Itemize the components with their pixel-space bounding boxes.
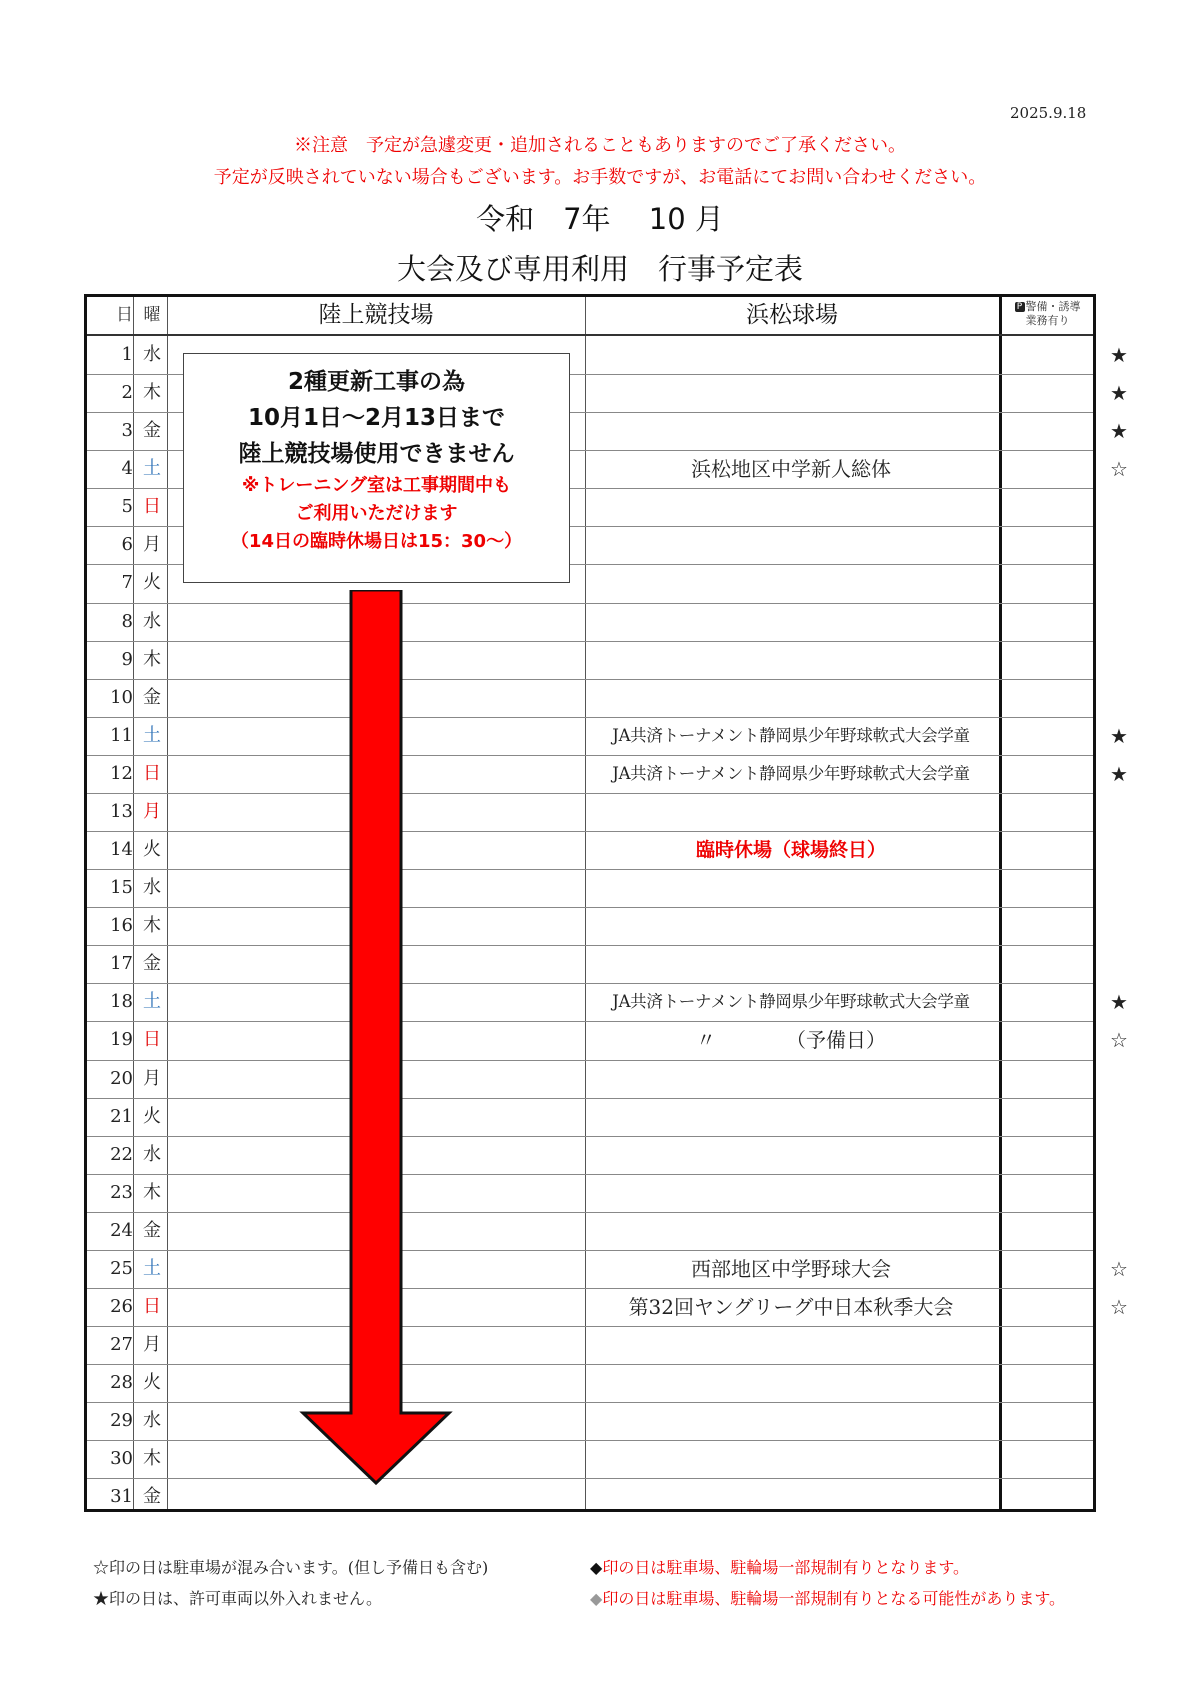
row-baseball-event [585,412,997,450]
row-baseball-event [585,1478,997,1516]
row-baseball-event: 浜松地区中学新人総体 [691,457,891,482]
row-parking-mark [1099,1174,1139,1212]
row-weekday: 木 [143,382,161,404]
row-weekday: 月 [143,1067,161,1089]
row-weekday: 月 [143,1334,161,1356]
row-day: 31 [110,1486,133,1508]
row-parking-mark [1099,945,1139,983]
schedule-row [87,831,1093,869]
closure-line-5: ご利用いただけます [295,503,458,524]
schedule-row [87,1440,1093,1478]
row-parking-mark [1099,526,1139,564]
row-baseball-event [585,1440,997,1478]
row-baseball-event [585,1136,997,1174]
row-baseball-event: 臨時休場（球場終日） [695,839,886,862]
row-day: 8 [121,610,133,632]
row-weekday: 火 [143,572,161,594]
row-baseball-event [585,869,997,907]
row-baseball-event [585,336,997,374]
header-police-line2: 業務有り [1025,314,1070,327]
schedule-row [87,1060,1093,1098]
schedule-row [87,1098,1093,1136]
schedule-row [87,1288,1128,1326]
row-weekday: 日 [143,496,161,518]
row-parking-mark: ☆ [1110,1028,1128,1053]
row-parking-mark [1099,641,1139,679]
closure-line-6: （14日の臨時休場日は15：30～） [230,531,523,552]
row-day: 14 [110,839,133,861]
row-parking-mark [1099,831,1139,869]
closure-notice-box [183,353,570,583]
row-weekday: 土 [143,724,161,746]
notice-line-1: ※注意 予定が急遽変更・追加されることもありますのでご了承ください。 [294,135,906,156]
closure-line-1: 2種更新工事の為 [287,369,465,395]
row-day: 4 [121,458,133,480]
row-weekday: 木 [143,648,161,670]
row-day: 10 [110,686,133,708]
row-parking-mark: ★ [1110,723,1128,748]
legend-diamond-black [590,1555,969,1578]
row-day: 16 [110,915,133,937]
schedule-row [87,869,1093,907]
row-weekday: 火 [143,1372,161,1394]
row-parking-mark [1099,907,1139,945]
row-weekday: 日 [143,1296,161,1317]
schedule-row [87,793,1093,831]
row-baseball-event: 第32回ヤングリーグ中日本秋季大会 [628,1295,954,1319]
schedule-row [87,1326,1093,1364]
row-baseball-event [585,1060,997,1098]
row-parking-mark [1099,603,1139,641]
legend-star-open: ☆印の日は駐車場が混み合います。(但し予備日も含む) [93,1558,489,1577]
row-baseball-event [585,1402,997,1440]
schedule-row [87,717,1128,755]
schedule-row [87,1212,1093,1250]
header-police-line1: 警備・誘導 [1025,300,1081,313]
row-day: 19 [110,1029,133,1051]
row-day: 22 [110,1143,133,1165]
row-baseball-event [585,1212,997,1250]
row-day: 7 [121,572,133,594]
row-weekday: 金 [143,686,161,708]
row-weekday: 水 [143,1143,161,1165]
parking-badge-icon: P [1015,302,1025,312]
row-day: 3 [121,420,133,442]
schedule-row [87,1021,1128,1059]
row-parking-mark: ★ [1110,761,1128,786]
row-parking-mark: ★ [1110,990,1128,1015]
row-weekday: 月 [143,800,161,822]
row-parking-mark [1099,1060,1139,1098]
row-day: 30 [110,1448,133,1470]
row-parking-mark: ★ [1110,381,1128,406]
title-month: 令和 7年 10 月 [476,202,724,236]
row-baseball-event [585,945,997,983]
row-day: 28 [110,1372,133,1394]
row-day: 15 [110,877,133,899]
gray-diamond-icon: ◆ [590,1589,603,1608]
schedule-row [87,1478,1093,1516]
schedule-row [87,945,1093,983]
row-baseball-event [585,679,997,717]
row-baseball-event: 西部地区中学野球大会 [691,1256,891,1281]
schedule-row [87,907,1093,945]
closure-line-4: ※トレーニング室は工事期間中も [241,475,512,496]
closure-line-2: 10月1日～2月13日まで [247,405,506,431]
row-day: 27 [110,1334,133,1356]
row-parking-mark [1099,488,1139,526]
row-baseball-event [585,488,997,526]
schedule-row [87,679,1093,717]
schedule-row [87,641,1093,679]
legend-diamond-gray-text: 印の日は駐車場、駐輪場一部規制有りとなる可能性があります。 [602,1589,1066,1608]
row-day: 20 [110,1067,133,1089]
row-day: 21 [110,1105,133,1127]
row-parking-mark [1099,1136,1139,1174]
row-parking-mark [1099,1364,1139,1402]
row-baseball-event [585,1364,997,1402]
row-baseball-event [585,1174,997,1212]
row-day: 12 [110,762,133,784]
row-weekday: 日 [143,1029,161,1051]
row-weekday: 水 [143,877,161,899]
row-baseball-event [585,793,997,831]
header-day: 日 [116,305,133,325]
title-schedule: 大会及び専用利用 行事予定表 [396,252,803,286]
row-day: 1 [121,344,133,365]
row-day: 5 [121,496,133,518]
row-weekday: 金 [143,1219,161,1241]
row-weekday: 木 [143,1181,161,1203]
row-baseball-event: JA共済トーナメント静岡県少年野球軟式大会学童 [612,763,970,783]
schedule-row [87,1364,1093,1402]
row-day: 11 [110,724,133,746]
row-parking-mark [1099,564,1139,602]
row-weekday: 火 [143,839,161,861]
row-parking-mark [1099,1478,1139,1516]
row-day: 17 [110,953,133,975]
row-baseball-event: JA共済トーナメント静岡県少年野球軟式大会学童 [612,725,970,745]
row-day: 9 [121,648,133,670]
header-police [1002,297,1093,334]
row-baseball-event [585,1098,997,1136]
row-parking-mark [1099,869,1139,907]
row-weekday: 金 [143,953,161,975]
row-weekday: 金 [143,420,161,442]
row-weekday: 木 [143,915,161,937]
legend-star-filled: ★印の日は、許可車両以外入れません。 [93,1589,382,1608]
schedule-row [87,755,1128,793]
row-day: 24 [110,1219,133,1241]
row-weekday: 木 [143,1448,161,1470]
schedule-row [87,1250,1128,1288]
header-athletics: 陸上競技場 [318,302,434,328]
row-day: 29 [110,1410,133,1432]
row-day: 2 [121,382,133,404]
row-parking-mark [1099,1440,1139,1478]
row-parking-mark [1099,1098,1139,1136]
row-baseball-event: 〃 （予備日） [696,1028,886,1053]
schedule-row [87,1136,1093,1174]
schedule-row [87,603,1093,641]
down-arrow-icon [299,590,453,1487]
row-weekday: 火 [143,1105,161,1127]
row-weekday: 金 [143,1486,161,1508]
row-baseball-event [585,564,997,602]
header-baseball: 浜松球場 [746,302,838,328]
row-weekday: 水 [143,1410,161,1432]
row-parking-mark: ★ [1110,419,1128,444]
row-day: 13 [110,800,133,822]
schedule-row [87,1402,1093,1440]
row-day: 23 [110,1181,133,1203]
row-baseball-event [585,907,997,945]
row-baseball-event [585,603,997,641]
row-day: 6 [121,534,133,556]
row-parking-mark [1099,1212,1139,1250]
legend-diamond-black-text: 印の日は駐車場、駐輪場一部規制有りとなります。 [602,1558,970,1577]
row-baseball-event: JA共済トーナメント静岡県少年野球軟式大会学童 [612,992,970,1012]
row-weekday: 土 [143,1257,161,1279]
row-parking-mark: ★ [1110,343,1128,367]
notice-line-2: 予定が反映されていない場合もございます。お手数ですが、お電話にてお問い合わせください。 [213,167,987,188]
row-baseball-event [585,1326,997,1364]
black-diamond-icon: ◆ [590,1558,603,1577]
row-parking-mark: ☆ [1110,1295,1128,1319]
row-parking-mark [1099,793,1139,831]
schedule-row [87,983,1128,1021]
row-day: 25 [110,1257,133,1279]
row-parking-mark [1099,679,1139,717]
row-baseball-event [585,526,997,564]
row-weekday: 土 [143,458,161,480]
row-baseball-event [585,374,997,412]
row-day: 18 [110,991,133,1013]
row-parking-mark: ☆ [1110,1256,1128,1281]
row-baseball-event [585,641,997,679]
row-day: 26 [110,1296,133,1317]
row-weekday: 水 [143,344,161,365]
row-weekday: 月 [143,534,161,556]
row-parking-mark: ☆ [1110,457,1128,482]
header-weekday: 曜 [143,305,161,325]
row-weekday: 土 [143,991,161,1013]
legend-diamond-gray [590,1586,1065,1609]
row-weekday: 日 [143,762,161,784]
document-date: 2025.9.18 [1010,104,1087,122]
schedule-row [87,1174,1093,1212]
row-parking-mark [1099,1326,1139,1364]
row-parking-mark [1099,1402,1139,1440]
row-weekday: 水 [143,610,161,632]
closure-line-3: 陸上競技場使用できません [238,441,515,467]
